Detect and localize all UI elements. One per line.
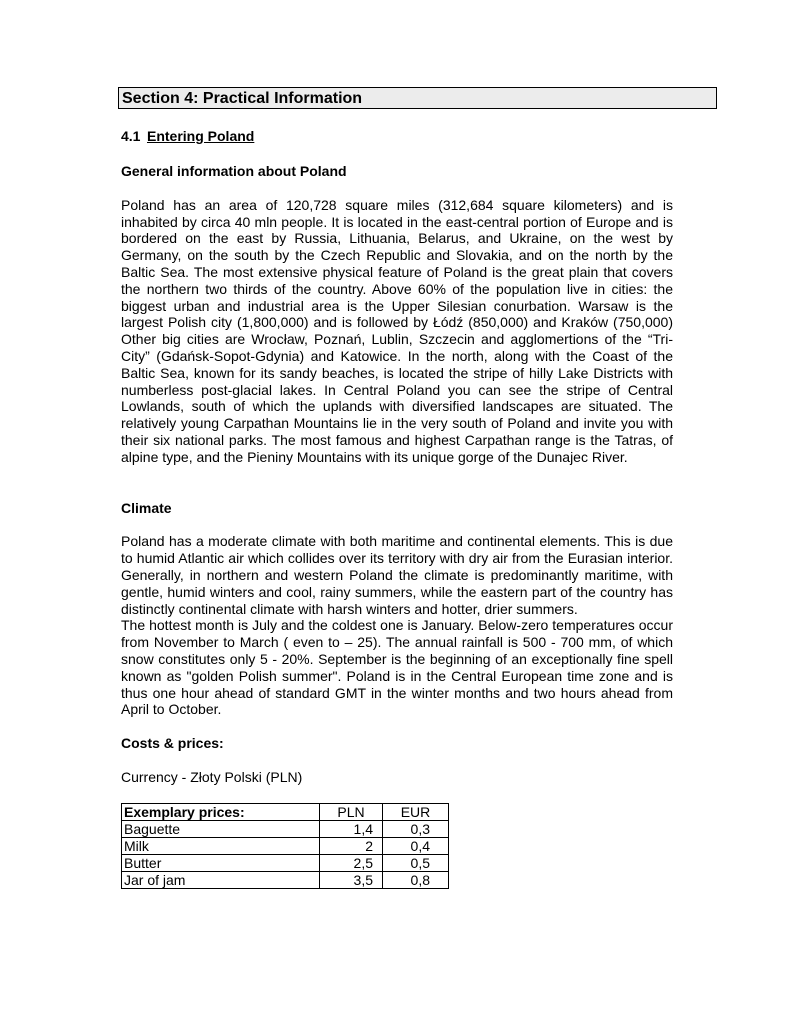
climate-paragraph-1: Poland has a moderate climate with both maritime and continental elements. This is due to humid Atlantic air which collides over its territory with dry air from the Eurasian interior. Generally, in northern and western Poland the climate is predominantly maritime, with gentle, humid winters and cool, rainy summers, while the eastern part of the country has distinctly continental climate with harsh winters and hotter, drier summers.	[121, 533, 673, 617]
table-row	[122, 854, 449, 871]
subsection-heading	[121, 128, 673, 145]
subsection-title: Entering Poland	[147, 128, 255, 144]
section-title: Section 4: Practical Information	[118, 87, 717, 109]
climate-paragraph-2: The hottest month is July and the coldest one is January. Below-zero temperatures occur from November to March ( even to – 25). The annual rainfall is 500 - 700 mm, of which snow constitutes only 5 - 20%. September is the beginning of an exceptionally fine spell known as "golden Polish summer". Poland is in the Central European time zone and is thus one hour ahead of standard GMT in the winter months and two hours ahead from April to October.	[121, 617, 673, 718]
general-info-heading: General information about Poland	[121, 163, 347, 179]
table-row	[122, 820, 449, 837]
table-cell-pln: 2,5	[320, 854, 383, 871]
table-cell-item: Butter	[122, 854, 320, 871]
climate-heading: Climate	[121, 499, 172, 516]
table-row	[122, 871, 449, 888]
table-cell-eur: 0,8	[383, 871, 449, 888]
currency-line: Currency - Złoty Polski (PLN)	[121, 768, 303, 785]
costs-heading: Costs & prices:	[121, 735, 224, 752]
table-header-item: Exemplary prices:	[122, 803, 320, 820]
table-cell-pln: 2	[320, 837, 383, 854]
table-cell-item: Jar of jam	[122, 871, 320, 888]
table-cell-pln: 3,5	[320, 871, 383, 888]
subsection-number: 4.1	[121, 128, 141, 144]
table-cell-pln: 1,4	[320, 820, 383, 837]
table-cell-eur: 0,4	[383, 837, 449, 854]
table-cell-eur: 0,3	[383, 820, 449, 837]
prices-table	[121, 803, 449, 889]
table-header-pln: PLN	[320, 803, 383, 820]
table-header-row	[122, 803, 449, 820]
table-cell-eur: 0,5	[383, 854, 449, 871]
document-body	[121, 128, 673, 889]
table-cell-item: Baguette	[122, 820, 320, 837]
table-cell-item: Milk	[122, 837, 320, 854]
table-row	[122, 837, 449, 854]
table-header-eur: EUR	[383, 803, 449, 820]
general-info-paragraph: Poland has an area of 120,728 square miles (312,684 square kilometers) and is inhabited by circa 40 mln people. It is located in the east-central portion of Europe and is bordered on the east by Russia, Lithuania, Belarus, and Ukraine, on the west by Germany, on the south by the Czech Republic and Slovakia, and on the north by the Baltic Sea. The most extensive physical feature of Poland is the great plain that covers the northern two thirds of the country. Above 60% of the population live in cities: the biggest urban and industrial area is the Upper Silesian conurbation. Warsaw is the largest Polish city (1,800,000) and is followed by Łódź (850,000) and Kraków (750,000) Other big cities are Wrocław, Poznań, Lublin, Szczecin and agglomertions of the “Tri-City” (Gdańsk-Sopot-Gdynia) and Katowice. In the north, along with the Coast of the Baltic Sea, known for its sandy beaches, is located the stripe of hilly Lake Districts with numberless post-glacial lakes. In Central Poland you can see the stripe of Central Lowlands, south of which the uplands with diversified landscapes are situated. The relatively young Carpathan Mountains lie in the very south of Poland and invite you with their six national parks. The most famous and highest Carpathan range is the Tatras, of alpine type, and the Pieniny Mountains with its unique gorge of the Dunajec River.	[121, 196, 673, 465]
